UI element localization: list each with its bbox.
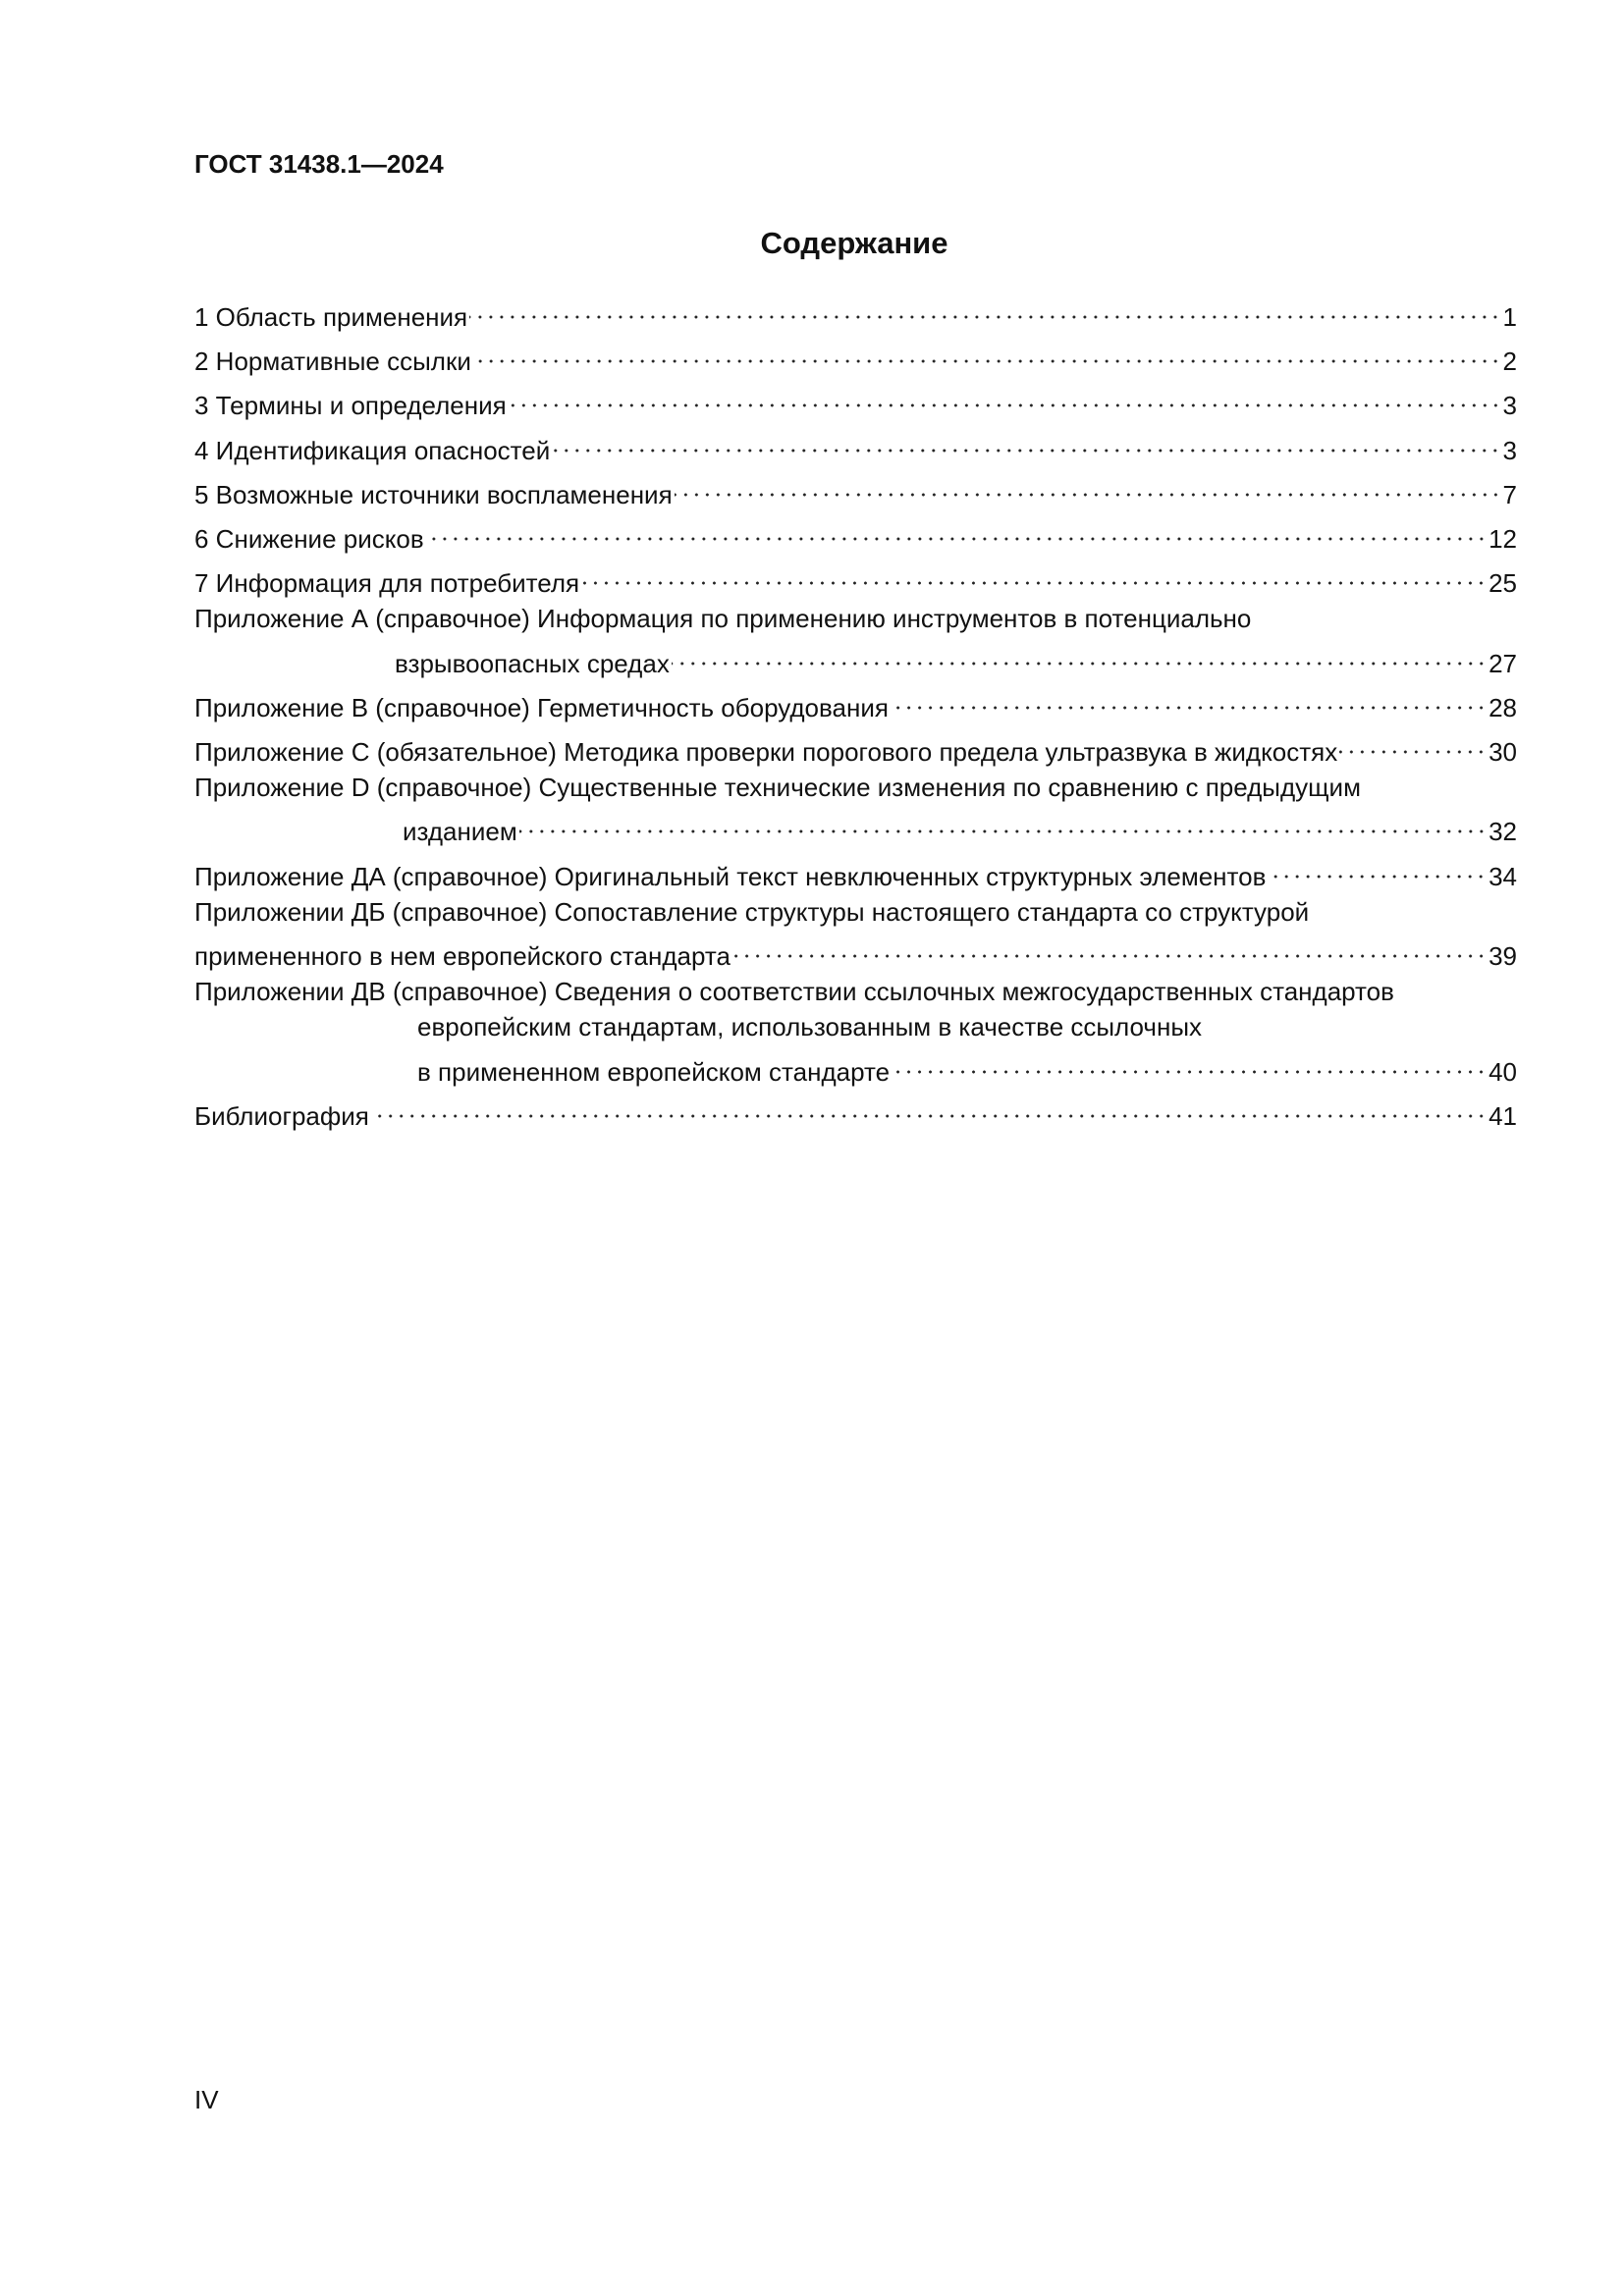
- toc-entry-title: Приложение В (справочное) Герметичность оборудования: [194, 692, 889, 722]
- toc-entry-title: примененного в нем европейского стандарта: [194, 941, 731, 972]
- dot-leader: [473, 335, 1501, 370]
- dot-leader: [891, 681, 1487, 717]
- toc-page-number: 3: [1502, 391, 1517, 421]
- toc-entry[interactable]: [194, 335, 1517, 379]
- toc-entry[interactable]: [194, 725, 1517, 770]
- toc-entry-line: [194, 894, 1517, 930]
- toc-entry-title: 1 Область применения: [194, 302, 468, 332]
- toc-entry-title: Приложение D (справочное) Существенные технические изменения по сравнению с предыдущим: [194, 773, 1361, 803]
- toc-entry-line: [194, 557, 1517, 601]
- toc-page-number: 40: [1489, 1056, 1517, 1087]
- toc-entry-line: [194, 850, 1517, 894]
- toc-entry[interactable]: [194, 894, 1517, 974]
- toc-entry-line: [194, 770, 1517, 805]
- toc-entry-title: Приложение С (обязательное) Методика проверки порогового предела ультразвука в жидкостях: [194, 737, 1338, 768]
- dot-leader: [519, 805, 1487, 840]
- toc-entry-title: изданием: [403, 817, 517, 847]
- toc-entry[interactable]: [194, 557, 1517, 601]
- toc-entry-line: [194, 601, 1517, 636]
- toc-page-number: 27: [1489, 648, 1517, 678]
- toc-page-number: 30: [1489, 737, 1517, 768]
- dot-leader: [675, 468, 1501, 504]
- table-of-contents: [194, 291, 1517, 1134]
- toc-entry-line: [194, 468, 1517, 512]
- toc-entry[interactable]: [194, 512, 1517, 557]
- toc-page-number: 39: [1489, 941, 1517, 972]
- toc-entry-title: Приложении ДБ (справочное) Сопоставление структуры настоящего стандарта со структурой: [194, 896, 1310, 927]
- toc-entry-line: [194, 512, 1517, 557]
- dot-leader: [552, 424, 1500, 459]
- toc-page-number: 1: [1502, 302, 1517, 332]
- toc-entry-line: [194, 930, 1517, 974]
- toc-page-number: 41: [1489, 1100, 1517, 1131]
- toc-entry[interactable]: [194, 379, 1517, 423]
- dot-leader: [1339, 725, 1487, 761]
- toc-entry[interactable]: [194, 974, 1517, 1090]
- toc-entry-title: европейским стандартам, использованным в качестве ссылочных: [417, 1012, 1203, 1042]
- toc-entry-line: [194, 637, 1517, 681]
- toc-page-number: 7: [1502, 479, 1517, 509]
- toc-entry-title: 6 Снижение рисков: [194, 524, 424, 555]
- toc-entry-title: 4 Идентификация опасностей: [194, 435, 551, 465]
- dot-leader: [732, 930, 1487, 965]
- toc-entry[interactable]: [194, 468, 1517, 512]
- toc-entry[interactable]: [194, 601, 1517, 680]
- toc-entry-line: [194, 291, 1517, 335]
- toc-entry-line: [194, 725, 1517, 770]
- toc-entry-line: [194, 424, 1517, 468]
- dot-leader: [371, 1090, 1487, 1125]
- toc-entry-title: в примененном европейском стандарте: [417, 1056, 891, 1087]
- toc-entry-title: взрывоопасных средах: [395, 648, 670, 678]
- toc-page-number: 34: [1489, 861, 1517, 891]
- toc-entry-line: [194, 1090, 1517, 1134]
- dot-leader: [892, 1045, 1487, 1081]
- toc-page-number: 28: [1489, 692, 1517, 722]
- dot-leader: [1268, 850, 1487, 885]
- toc-page-number: 2: [1502, 347, 1517, 377]
- page-title: Содержание: [760, 226, 948, 260]
- toc-entry-title: 7 Информация для потребителя: [194, 568, 580, 599]
- toc-entry-line: [194, 1045, 1517, 1090]
- dot-leader: [581, 557, 1487, 592]
- toc-entry-line: [194, 1009, 1517, 1044]
- toc-entry-title: Библиография: [194, 1100, 369, 1131]
- toc-entry-title: Приложение А (справочное) Информация по применению инструментов в потенциально: [194, 604, 1252, 634]
- toc-entry[interactable]: [194, 424, 1517, 468]
- toc-page-number: 12: [1489, 524, 1517, 555]
- toc-page-number: 32: [1489, 817, 1517, 847]
- toc-entry-line: [194, 805, 1517, 849]
- dot-leader: [469, 291, 1500, 326]
- document-header: ГОСТ 31438.1—2024: [194, 149, 444, 179]
- toc-entry-title: 5 Возможные источники воспламенения: [194, 479, 673, 509]
- toc-entry[interactable]: [194, 850, 1517, 894]
- toc-entry-title: Приложении ДВ (справочное) Сведения о соответствии ссылочных межгосударственных стандартов: [194, 977, 1394, 1007]
- toc-entry[interactable]: [194, 1090, 1517, 1134]
- dot-leader: [672, 637, 1487, 672]
- toc-entry[interactable]: [194, 681, 1517, 725]
- toc-entry-title: 2 Нормативные ссылки: [194, 347, 471, 377]
- toc-entry[interactable]: [194, 291, 1517, 335]
- toc-entry-line: [194, 681, 1517, 725]
- toc-entry-title: Приложение ДА (справочное) Оригинальный текст невключенных структурных элементов: [194, 861, 1267, 891]
- toc-page-number: 3: [1502, 435, 1517, 465]
- page-number: IV: [194, 2085, 219, 2114]
- toc-entry-title: 3 Термины и определения: [194, 391, 507, 421]
- toc-page-number: 25: [1489, 568, 1517, 599]
- toc-entry-line: [194, 379, 1517, 423]
- toc-entry[interactable]: [194, 770, 1517, 849]
- toc-entry-line: [194, 974, 1517, 1009]
- dot-leader: [509, 379, 1501, 414]
- toc-entry-line: [194, 335, 1517, 379]
- dot-leader: [426, 512, 1487, 548]
